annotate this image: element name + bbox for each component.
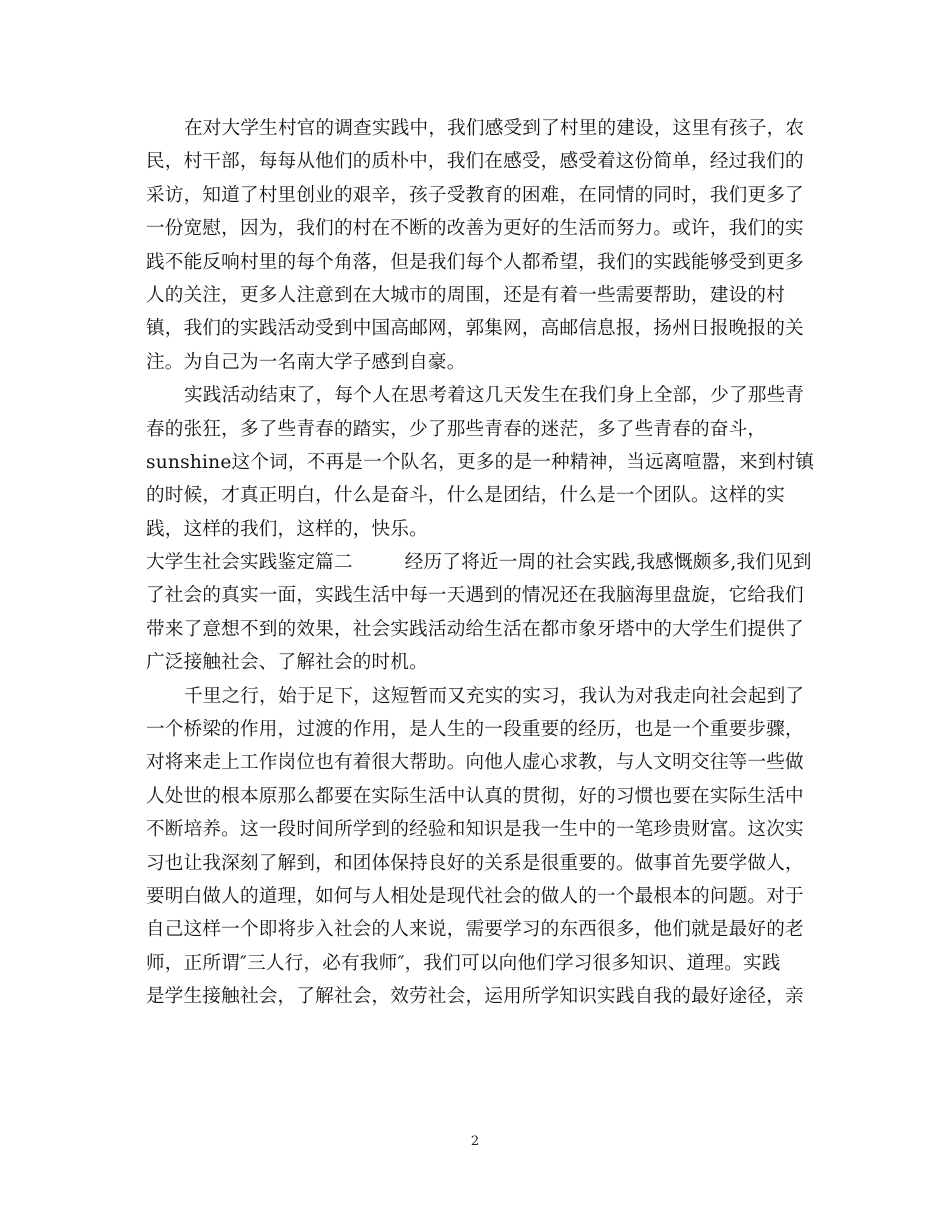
paragraph-2-line-4: 的时候，才真正明白，什么是奋斗，什么是团结，什么是一个团队。这样的实 bbox=[146, 485, 785, 507]
paragraph-4-line-6: 习也让我深刻了解到，和团体保持良好的关系是很重要的。做事首先要学做人， bbox=[146, 852, 804, 874]
paragraph-4-line-3: 对将来走上工作岗位也有着很大帮助。向他人虚心求教，与人文明交往等一些做 bbox=[146, 752, 804, 774]
paragraph-4-line-5: 不断培养。这一段时间所学到的经验和知识是我一生中的一笔珍贵财富。这次实 bbox=[146, 819, 804, 841]
document-body bbox=[146, 112, 815, 1014]
paragraph-1-line-3: 采访，知道了村里创业的艰辛，孩子受教育的困难，在同情的同时，我们更多了 bbox=[146, 184, 804, 206]
paragraph-2-line-5: 践，这样的我们，这样的，快乐。 bbox=[146, 518, 428, 540]
section-heading: 大学生社会实践鉴定篇二 bbox=[146, 552, 353, 574]
paragraph-3-line-1 bbox=[146, 546, 812, 579]
paragraph-4-line-10: 是学生接触社会，了解社会，效劳社会，运用所学知识实践自我的最好途径，亲 bbox=[146, 986, 804, 1008]
paragraph-4-line-8: 自己这样一个即将步入社会的人来说，需要学习的东西很多，他们就是最好的老 bbox=[146, 919, 804, 941]
paragraph-1-line-2: 民，村干部，每每从他们的质朴中，我们在感受，感受着这份简单，经过我们的 bbox=[146, 151, 804, 173]
paragraph-2-line-3: sunshine这个词，不再是一个队名，更多的是一种精神，当远离喧嚣，来到村镇 bbox=[146, 451, 815, 473]
paragraph-1-line-5: 践不能反响村里的每个角落，但是我们每个人都希望，我们的实践能够受到更多 bbox=[146, 251, 804, 273]
paragraph-3-line-4: 广泛接触社会、了解社会的时机。 bbox=[146, 652, 428, 674]
paragraph-1-line-4: 一份宽慰，因为，我们的村在不断的改善为更好的生活而努力。或许，我们的实 bbox=[146, 218, 804, 240]
paragraph-4-line-7: 要明白做人的道理，如何与人相处是现代社会的做人的一个最根本的问题。对于 bbox=[146, 885, 804, 907]
page-number: 2 bbox=[470, 1134, 480, 1149]
paragraph-4-line-9: 师，正所谓″三人行，必有我师″，我们可以向他们学习很多知识、道理。实践 bbox=[146, 952, 781, 974]
paragraph-1-line-7: 镇，我们的实践活动受到中国高邮网，郭集网，高邮信息报，扬州日报晚报的关 bbox=[146, 318, 804, 340]
paragraph-3-line-2: 了社会的真实一面，实践生活中每一天遇到的情况还在我脑海里盘旋，它给我们 bbox=[146, 585, 804, 607]
paragraph-1-line-6: 人的关注，更多人注意到在大城市的周围，还是有着一些需要帮助，建设的村 bbox=[146, 284, 785, 306]
paragraph-1-line-1: 在对大学生村官的调查实践中，我们感受到了村里的建设，这里有孩子，农 bbox=[184, 118, 805, 139]
paragraph-2-line-2: 春的张狂，多了些青春的踏实，少了那些青春的迷茫，多了些青春的奋斗， bbox=[146, 418, 767, 440]
paragraph-4-line-1: 千里之行，始于足下，这短暂而又充实的实习，我认为对我走向社会起到了 bbox=[184, 685, 805, 707]
paragraph-4-line-4: 人处世的根本原那么都要在实际生活中认真的贯彻，好的习惯也要在实际生活中 bbox=[146, 785, 804, 807]
paragraph-3-line-1-rest: 经历了将近一周的社会实践,我感慨颇多,我们见到 bbox=[404, 552, 812, 574]
paragraph-2-line-1: 实践活动结束了，每个人在思考着这几天发生在我们身上全部，少了那些青 bbox=[184, 385, 805, 407]
paragraph-4-line-2: 一个桥梁的作用，过渡的作用，是人生的一段重要的经历，也是一个重要步骤， bbox=[146, 719, 804, 741]
paragraph-1-line-8: 注。为自己为一名南大学子感到自豪。 bbox=[146, 351, 466, 373]
paragraph-3-line-3: 带来了意想不到的效果，社会实践活动给生活在都市象牙塔中的大学生们提供了 bbox=[146, 618, 804, 640]
